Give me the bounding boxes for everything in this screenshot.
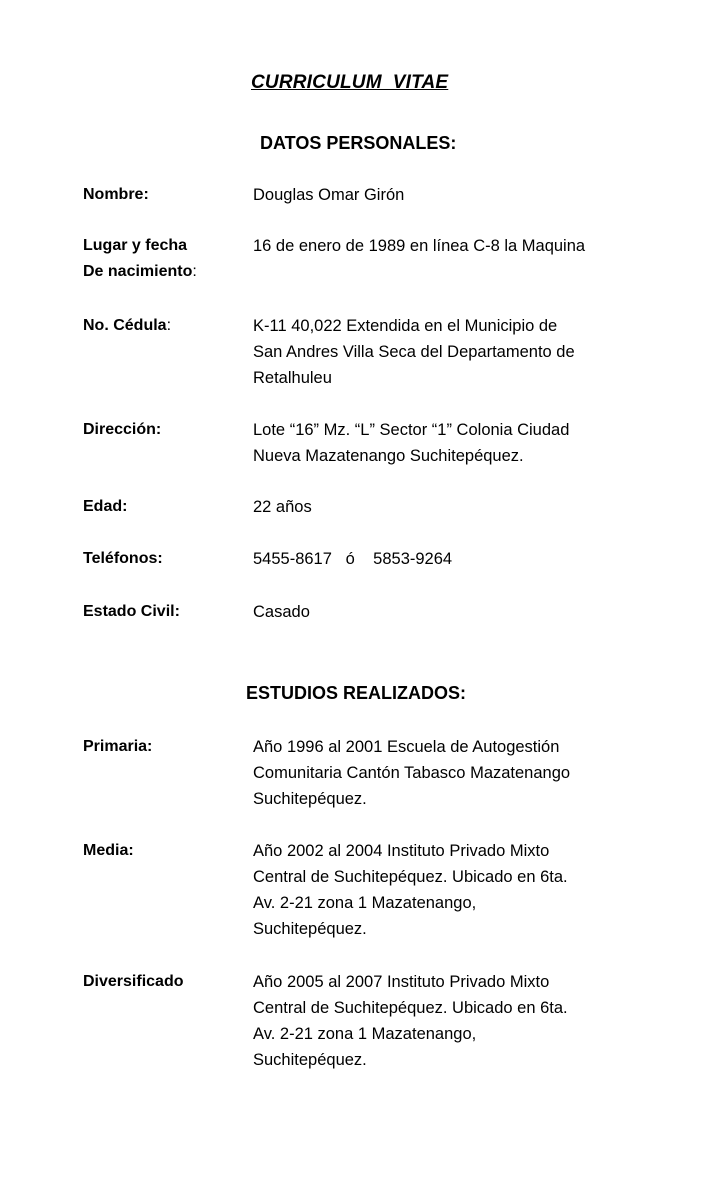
personal-data-heading: DATOS PERSONALES:: [260, 133, 457, 153]
field-value: [253, 599, 653, 625]
field-value-line: Lote “16” Mz. “L” Sector “1” Colonia Ciudad: [253, 421, 570, 439]
field-value-line: Retalhuleu: [253, 369, 332, 387]
field-value-line: Central de Suchitepéquez. Ubicado en 6ta.: [253, 868, 568, 886]
field-value-line: K-11 40,022 Extendida en el Municipio de: [253, 317, 558, 335]
studies-heading: ESTUDIOS REALIZADOS:: [246, 683, 467, 703]
field-label-line: De nacimiento: [83, 263, 193, 280]
field-value-line: Suchitepéquez.: [253, 1051, 367, 1069]
field-value-line: Suchitepéquez.: [253, 790, 367, 808]
document-title: CURRICULUM VITAE: [251, 72, 449, 93]
field-value-line: Casado: [253, 603, 310, 621]
field-value-line: Av. 2-21 zona 1 Mazatenango,: [253, 894, 477, 912]
field-value-line: Año 1996 al 2001 Escuela de Autogestión: [253, 738, 560, 756]
field-label-colon: :: [192, 263, 197, 280]
field-label: [83, 233, 197, 285]
field-value: [253, 417, 653, 469]
field-label: Nombre:: [83, 186, 149, 203]
field-label: Media:: [83, 842, 134, 859]
field-label: Edad:: [83, 498, 128, 515]
field-value-line: 5455-8617 ó 5853-9264: [253, 550, 453, 568]
field-value-line: 22 años: [253, 498, 312, 516]
field-value: [253, 734, 653, 812]
field-label: Estado Civil:: [83, 603, 180, 620]
field-label: [83, 313, 171, 339]
field-value-line: San Andres Villa Seca del Departamento de: [253, 343, 575, 361]
field-value: [253, 838, 653, 942]
field-value-line: Año 2005 al 2007 Instituto Privado Mixto: [253, 973, 550, 991]
field-value-line: 16 de enero de 1989 en línea C-8 la Maquina: [253, 237, 586, 255]
field-value: [253, 233, 653, 259]
field-label: Dirección:: [83, 421, 162, 438]
field-value: [253, 494, 653, 520]
field-value-line: Nueva Mazatenango Suchitepéquez.: [253, 447, 524, 465]
field-value-line: Central de Suchitepéquez. Ubicado en 6ta.: [253, 999, 568, 1017]
field-value-line: Av. 2-21 zona 1 Mazatenango,: [253, 1025, 477, 1043]
field-value-line: Suchitepéquez.: [253, 920, 367, 938]
field-label: Diversificado: [83, 973, 184, 990]
field-label: Teléfonos:: [83, 550, 163, 567]
field-label-line: Lugar y fecha: [83, 237, 188, 254]
field-value: [253, 182, 653, 208]
field-label-text: No. Cédula: [83, 317, 167, 334]
field-value: [253, 969, 653, 1073]
field-value: [253, 313, 653, 391]
field-value-line: Comunitaria Cantón Tabasco Mazatenango: [253, 764, 571, 782]
field-value-line: Douglas Omar Girón: [253, 186, 405, 204]
field-value-line: Año 2002 al 2004 Instituto Privado Mixto: [253, 842, 550, 860]
field-label: Primaria:: [83, 738, 153, 755]
field-label-colon: :: [166, 317, 172, 334]
field-value: [253, 546, 653, 572]
